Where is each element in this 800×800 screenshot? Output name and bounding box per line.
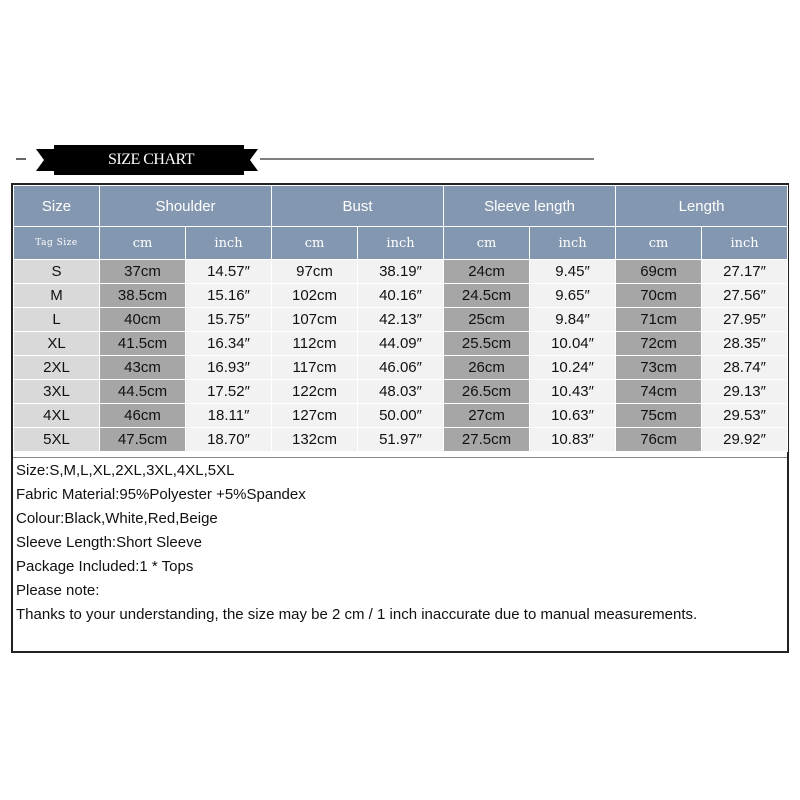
length-cm-cell: 73cm bbox=[616, 356, 702, 380]
length-inch-cell: 27.17″ bbox=[702, 260, 788, 284]
sleeve-inch-cell: 9.45″ bbox=[530, 260, 616, 284]
bust-inch-cell: 50.00″ bbox=[358, 404, 444, 428]
sleeve-inch-cell: 10.04″ bbox=[530, 332, 616, 356]
length-inch-cell: 28.74″ bbox=[702, 356, 788, 380]
length-inch-cell: 28.35″ bbox=[702, 332, 788, 356]
length-inch-header: inch bbox=[702, 227, 788, 260]
bust-inch-cell: 42.13″ bbox=[358, 308, 444, 332]
size-chart-banner bbox=[14, 143, 594, 179]
size-cell: S bbox=[14, 260, 100, 284]
length-inch-cell: 27.95″ bbox=[702, 308, 788, 332]
shoulder-inch-cell: 16.93″ bbox=[186, 356, 272, 380]
length-cm-header: cm bbox=[616, 227, 702, 260]
length-cm-cell: 69cm bbox=[616, 260, 702, 284]
bust-cm-cell: 117cm bbox=[272, 356, 358, 380]
note-sizes: Size:S,M,L,XL,2XL,3XL,4XL,5XL bbox=[16, 462, 235, 479]
size-cell: XL bbox=[14, 332, 100, 356]
table-row bbox=[14, 380, 788, 404]
sleeve-cm-cell: 24.5cm bbox=[444, 284, 530, 308]
note-package: Package Included:1 * Tops bbox=[16, 558, 194, 575]
shoulder-cm-cell: 37cm bbox=[100, 260, 186, 284]
size-cell: 2XL bbox=[14, 356, 100, 380]
shoulder-inch-cell: 16.34″ bbox=[186, 332, 272, 356]
table-row bbox=[14, 284, 788, 308]
length-cm-cell: 72cm bbox=[616, 332, 702, 356]
bust-inch-cell: 46.06″ bbox=[358, 356, 444, 380]
shoulder-inch-cell: 18.70″ bbox=[186, 428, 272, 452]
bust-cm-cell: 127cm bbox=[272, 404, 358, 428]
table-row bbox=[14, 404, 788, 428]
size-cell: M bbox=[14, 284, 100, 308]
bust-inch-cell: 44.09″ bbox=[358, 332, 444, 356]
table-row bbox=[14, 356, 788, 380]
length-inch-cell: 29.13″ bbox=[702, 380, 788, 404]
sleeve-cm-cell: 27cm bbox=[444, 404, 530, 428]
sleeve-inch-cell: 9.84″ bbox=[530, 308, 616, 332]
bust-inch-header: inch bbox=[358, 227, 444, 260]
bust-cm-cell: 102cm bbox=[272, 284, 358, 308]
size-cell: 3XL bbox=[14, 380, 100, 404]
shoulder-cm-cell: 43cm bbox=[100, 356, 186, 380]
tag-size-header: Tag Size bbox=[14, 227, 100, 260]
sleeve-cm-cell: 24cm bbox=[444, 260, 530, 284]
shoulder-inch-cell: 18.11″ bbox=[186, 404, 272, 428]
shoulder-cm-cell: 41.5cm bbox=[100, 332, 186, 356]
note-please-note: Please note: bbox=[16, 582, 100, 599]
bust-inch-cell: 38.19″ bbox=[358, 260, 444, 284]
bust-inch-cell: 48.03″ bbox=[358, 380, 444, 404]
length-cm-cell: 74cm bbox=[616, 380, 702, 404]
shoulder-inch-header: inch bbox=[186, 227, 272, 260]
shoulder-cm-cell: 38.5cm bbox=[100, 284, 186, 308]
note-measurement-disclaimer: Thanks to your understanding, the size may be 2 cm / 1 inch inaccurate due to manual measurements. bbox=[16, 606, 698, 623]
length-inch-cell: 27.56″ bbox=[702, 284, 788, 308]
size-header: Size bbox=[14, 186, 100, 227]
sleeve-cm-cell: 26cm bbox=[444, 356, 530, 380]
sleeve-inch-cell: 10.63″ bbox=[530, 404, 616, 428]
shoulder-cm-cell: 44.5cm bbox=[100, 380, 186, 404]
length-header: Length bbox=[616, 186, 788, 227]
bust-cm-cell: 97cm bbox=[272, 260, 358, 284]
banner-title: SIZE CHART bbox=[107, 151, 195, 168]
shoulder-inch-cell: 17.52″ bbox=[186, 380, 272, 404]
bust-cm-header: cm bbox=[272, 227, 358, 260]
sleeve-cm-cell: 25.5cm bbox=[444, 332, 530, 356]
sleeve-length-header: Sleeve length bbox=[444, 186, 616, 227]
sleeve-inch-cell: 10.43″ bbox=[530, 380, 616, 404]
sleeve-cm-cell: 27.5cm bbox=[444, 428, 530, 452]
bust-cm-cell: 112cm bbox=[272, 332, 358, 356]
bust-inch-cell: 40.16″ bbox=[358, 284, 444, 308]
size-table bbox=[13, 185, 788, 452]
note-fabric: Fabric Material:95%Polyester +5%Spandex bbox=[16, 486, 306, 503]
product-notes bbox=[16, 459, 786, 627]
shoulder-cm-header: cm bbox=[100, 227, 186, 260]
note-colour: Colour:Black,White,Red,Beige bbox=[16, 510, 218, 527]
length-cm-cell: 71cm bbox=[616, 308, 702, 332]
sleeve-inch-cell: 10.83″ bbox=[530, 428, 616, 452]
sleeve-inch-header: inch bbox=[530, 227, 616, 260]
shoulder-header: Shoulder bbox=[100, 186, 272, 227]
length-inch-cell: 29.53″ bbox=[702, 404, 788, 428]
shoulder-cm-cell: 46cm bbox=[100, 404, 186, 428]
table-row bbox=[14, 260, 788, 284]
sleeve-cm-cell: 25cm bbox=[444, 308, 530, 332]
size-cell: L bbox=[14, 308, 100, 332]
unit-header-row bbox=[14, 227, 788, 260]
size-cell: 4XL bbox=[14, 404, 100, 428]
length-inch-cell: 29.92″ bbox=[702, 428, 788, 452]
shoulder-cm-cell: 47.5cm bbox=[100, 428, 186, 452]
bust-cm-cell: 122cm bbox=[272, 380, 358, 404]
sleeve-inch-cell: 10.24″ bbox=[530, 356, 616, 380]
shoulder-inch-cell: 14.57″ bbox=[186, 260, 272, 284]
bust-cm-cell: 132cm bbox=[272, 428, 358, 452]
size-cell: 5XL bbox=[14, 428, 100, 452]
shoulder-inch-cell: 15.16″ bbox=[186, 284, 272, 308]
length-cm-cell: 76cm bbox=[616, 428, 702, 452]
shoulder-cm-cell: 40cm bbox=[100, 308, 186, 332]
sleeve-inch-cell: 9.65″ bbox=[530, 284, 616, 308]
notes-divider bbox=[13, 457, 787, 458]
sleeve-cm-header: cm bbox=[444, 227, 530, 260]
length-cm-cell: 70cm bbox=[616, 284, 702, 308]
bust-inch-cell: 51.97″ bbox=[358, 428, 444, 452]
group-header-row bbox=[14, 186, 788, 227]
table-row bbox=[14, 308, 788, 332]
table-row bbox=[14, 428, 788, 452]
sleeve-cm-cell: 26.5cm bbox=[444, 380, 530, 404]
bust-header: Bust bbox=[272, 186, 444, 227]
length-cm-cell: 75cm bbox=[616, 404, 702, 428]
table-row bbox=[14, 332, 788, 356]
shoulder-inch-cell: 15.75″ bbox=[186, 308, 272, 332]
bust-cm-cell: 107cm bbox=[272, 308, 358, 332]
note-sleeve-length: Sleeve Length:Short Sleeve bbox=[16, 534, 202, 551]
